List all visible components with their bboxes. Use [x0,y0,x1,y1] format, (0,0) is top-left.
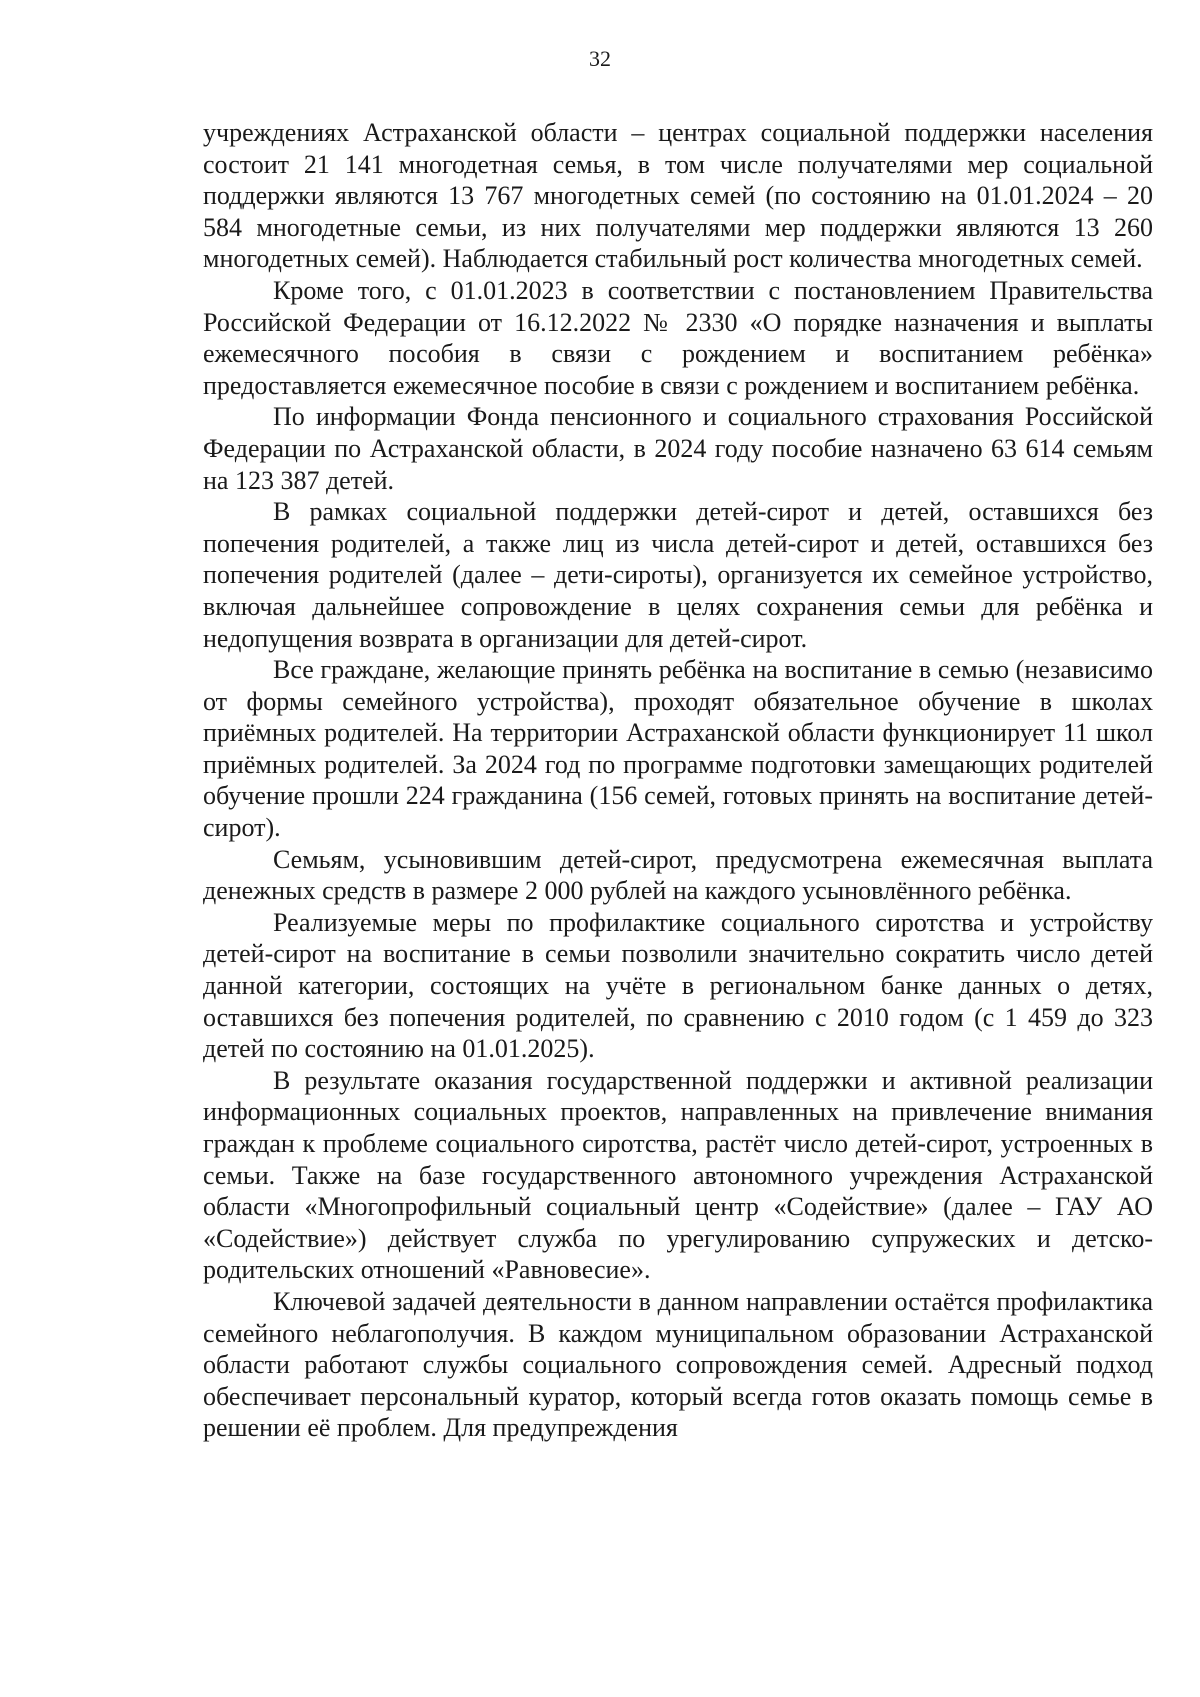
document-body [203,117,1153,1444]
paragraph: В рамках социальной поддержки детей-сирот и детей, оставшихся без попечения родителей, а также лиц из числа детей-сирот и детей, оставшихся без попечения родителей (далее – дети-сироты), организуется их семейное устройство, включая дальнейшее сопровождение в целях сохранения семьи для ребёнка и недопущения возврата в организации для детей-сирот. [203,497,1153,653]
paragraph: Все граждане, желающие принять ребёнка на воспитание в семью (независимо от формы семейного устройства), проходят обязательное обучение в школах приёмных родителей. На территории Астраханской области функционирует 11 школ приёмных родителей. За 2024 год по программе подготовки замещающих родителей обучение прошли 224 гражданина (156 семей, готовых принять на воспитание детей-сирот). [203,655,1153,843]
paragraph: Реализуемые меры по профилактике социального сиротства и устройству детей-сирот на воспитание в семьи позволили значительно сократить число детей данной категории, состоящих на учёте в региональном банке данных о детях, оставшихся без попечения родителей, по сравнению с 2010 годом (с 1 459 до 323 детей по состоянию на 01.01.2025). [203,907,1153,1064]
paragraph-continued: учреждениях Астраханской области – центрах социальной поддержки населения состоит 21 141 многодетная семья, в том числе получателями мер социальной поддержки являются 13 767 многодетных семей (по состоянию на 01.01.2024 – 20 584 многодетные семьи, из них получателями мер поддержки являются 13 260 многодетных семей). Наблюдается стабильный рост количества многодетных семей. [203,118,1153,274]
paragraph: Семьям, усыновившим детей-сирот, предусмотрена ежемесячная выплата денежных средств в размере 2 000 рублей на каждого усыновлённого ребёнка. [203,844,1153,906]
paragraph: В результате оказания государственной поддержки и активной реализации информационных социальных проектов, направленных на привлечение внимания граждан к проблеме социального сиротства, растёт число детей-сирот, устроенных в семьи. Также на базе государственного автономного учреждения Астраханской области «Многопрофильный социальный центр «Содействие» (далее – ГАУ АО «Содействие») действует служба по урегулированию супружеских и детско-родительских отношений «Равновесие». [203,1065,1153,1285]
page-number: 32 [589,46,611,71]
paragraph: Кроме того, с 01.01.2023 в соответствии с постановлением Правительства Российской Федерации от 16.12.2022 № 2330 «О порядке назначения и выплаты ежемесячного пособия в связи с рождением и воспитанием ребёнка» предоставляется ежемесячное пособие в связи с рождением и воспитанием ребёнка. [203,275,1153,400]
paragraph: По информации Фонда пенсионного и социального страхования Российской Федерации по Астраханской области, в 2024 году пособие назначено 63 614 семьям на 123 387 детей. [203,402,1153,495]
paragraph: Ключевой задачей деятельности в данном направлении остаётся профилактика семейного неблагополучия. В каждом муниципальном образовании Астраханской области работают службы социального сопровождения семей. Адресный подход обеспечивает персональный куратор, который всегда готов оказать помощь семье в решении её проблем. Для предупреждения [203,1286,1153,1443]
